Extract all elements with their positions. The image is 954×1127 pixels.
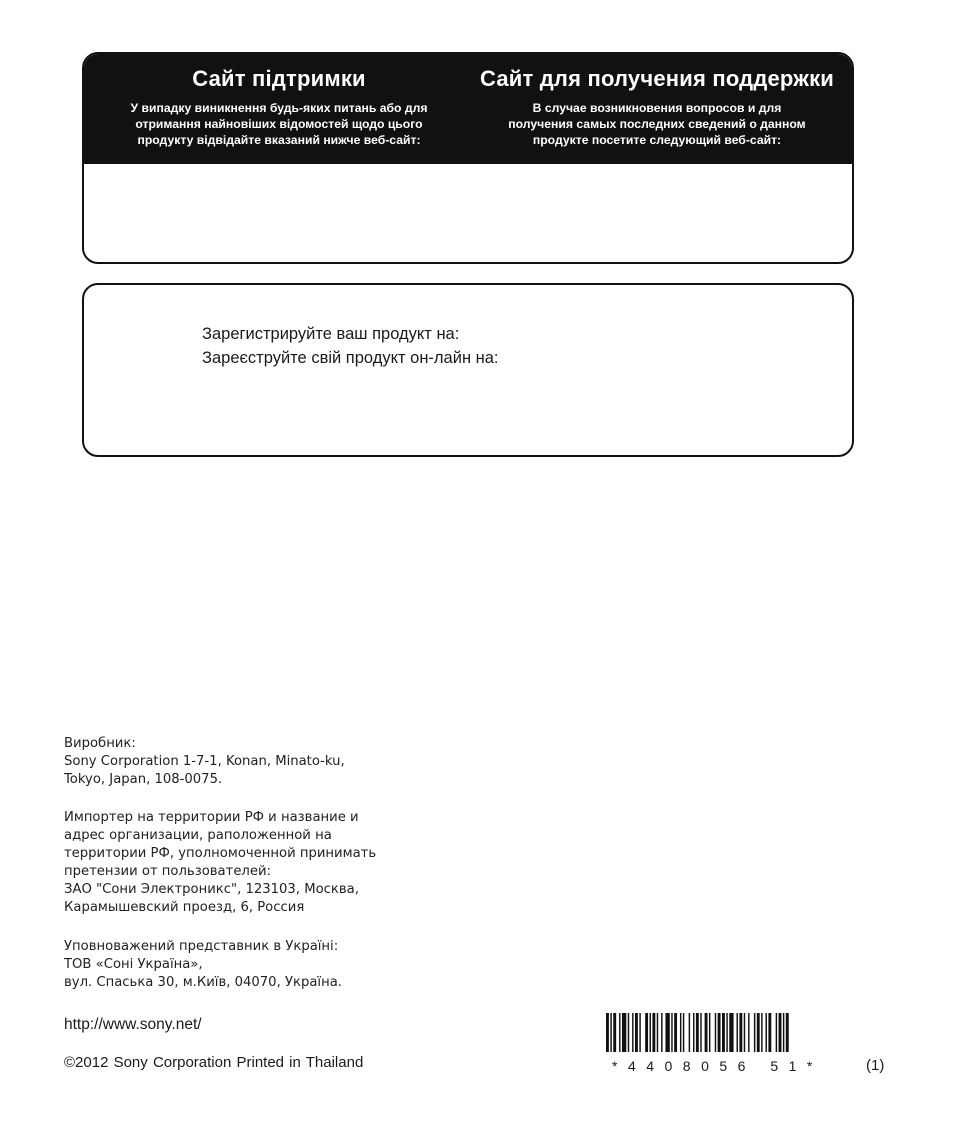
barcode-bar — [613, 1013, 616, 1052]
register-line-ukrainian: Зареєструйте свій продукт он-лайн на: — [202, 349, 499, 367]
register-product-box — [82, 283, 854, 457]
ukraine-representative-info: Уповноважений представник в Україні: ТОВ «Соні Україна», вул. Спаська 30, м.Київ, 04070, Україна. — [64, 939, 342, 990]
barcode-bar — [693, 1013, 694, 1052]
support-description-ukrainian: У випадку виникнення будь-яких питань або для отримання найновіших відомостей щодо цього продукту відвідайте вказаний нижче веб-сайт: — [130, 101, 428, 147]
barcode-bar — [766, 1013, 767, 1052]
support-description-russian: В случае возникновения вопросов и для получения самых последних сведений о данном продукте посетите следующий веб-сайт: — [508, 101, 806, 147]
barcode-bar — [657, 1013, 658, 1052]
barcode-bar — [786, 1013, 789, 1052]
support-column-ukrainian — [84, 54, 468, 164]
barcode-bar — [779, 1013, 782, 1052]
barcode-bar — [665, 1013, 669, 1052]
importer-info: Импортер на территории РФ и название и адрес организации, раположенной на территории РФ, уполномоченной принимать претензии от пользователей: ЗАО "Сони Электроникс", 123103, Москва, Карамышевский проезд, 6, Россия — [64, 810, 377, 915]
barcode-bar — [739, 1013, 742, 1052]
manufacturer-info: Виробник: Sony Corporation 1-7-1, Konan, Minato-ku, Tokyo, Japan, 108-0075. — [64, 736, 345, 787]
barcode-bar — [635, 1013, 638, 1052]
register-line-russian: Зарегистрируйте ваш продукт на: — [202, 325, 460, 343]
barcode-bar — [768, 1013, 771, 1052]
barcode-bar — [645, 1013, 648, 1052]
barcode-bar — [700, 1013, 701, 1052]
support-title-ukrainian: Сайт підтримки — [192, 66, 366, 91]
barcode-bar — [776, 1013, 777, 1052]
barcode-bar — [632, 1013, 633, 1052]
barcode-bar — [705, 1013, 708, 1052]
website-link[interactable]: http://www.sony.net/ — [64, 1016, 202, 1033]
barcode-bar — [737, 1013, 738, 1052]
barcode-bar — [652, 1013, 655, 1052]
copyright-notice: ©2012 Sony Corporation Printed in Thailand — [64, 1054, 364, 1071]
barcode-bar — [671, 1013, 672, 1052]
barcode-bar — [757, 1013, 760, 1052]
barcode-number: *4408056 51* — [612, 1058, 823, 1074]
support-title-russian: Сайт для получения поддержки — [479, 66, 835, 91]
barcode-bar — [610, 1013, 611, 1052]
barcode-bar — [650, 1013, 651, 1052]
support-header — [84, 54, 852, 164]
revision-label: (1) — [866, 1057, 885, 1074]
barcode-bar — [683, 1013, 684, 1052]
support-column-russian — [468, 54, 852, 164]
barcode-bar — [715, 1013, 716, 1052]
barcode-bar — [754, 1013, 755, 1052]
barcode-bar — [674, 1013, 677, 1052]
barcode-bar — [744, 1013, 745, 1052]
barcode-bar — [628, 1013, 629, 1052]
barcode-bar — [661, 1013, 662, 1052]
barcode-bar — [748, 1013, 749, 1052]
barcode-bar — [622, 1013, 626, 1052]
barcode-bar — [639, 1013, 640, 1052]
barcode-bar — [689, 1013, 690, 1052]
barcode-bar — [783, 1013, 784, 1052]
support-site-box — [82, 52, 854, 264]
barcode-bar — [606, 1013, 609, 1052]
barcode-bar — [761, 1013, 762, 1052]
barcode-bar — [619, 1013, 620, 1052]
barcode-bar — [726, 1013, 727, 1052]
barcode-bar — [718, 1013, 721, 1052]
barcode-bar — [696, 1013, 699, 1052]
barcode-bar — [722, 1013, 725, 1052]
barcode-bar — [709, 1013, 710, 1052]
barcode — [606, 1013, 859, 1052]
barcode-bar — [729, 1013, 733, 1052]
barcode-bar — [680, 1013, 681, 1052]
